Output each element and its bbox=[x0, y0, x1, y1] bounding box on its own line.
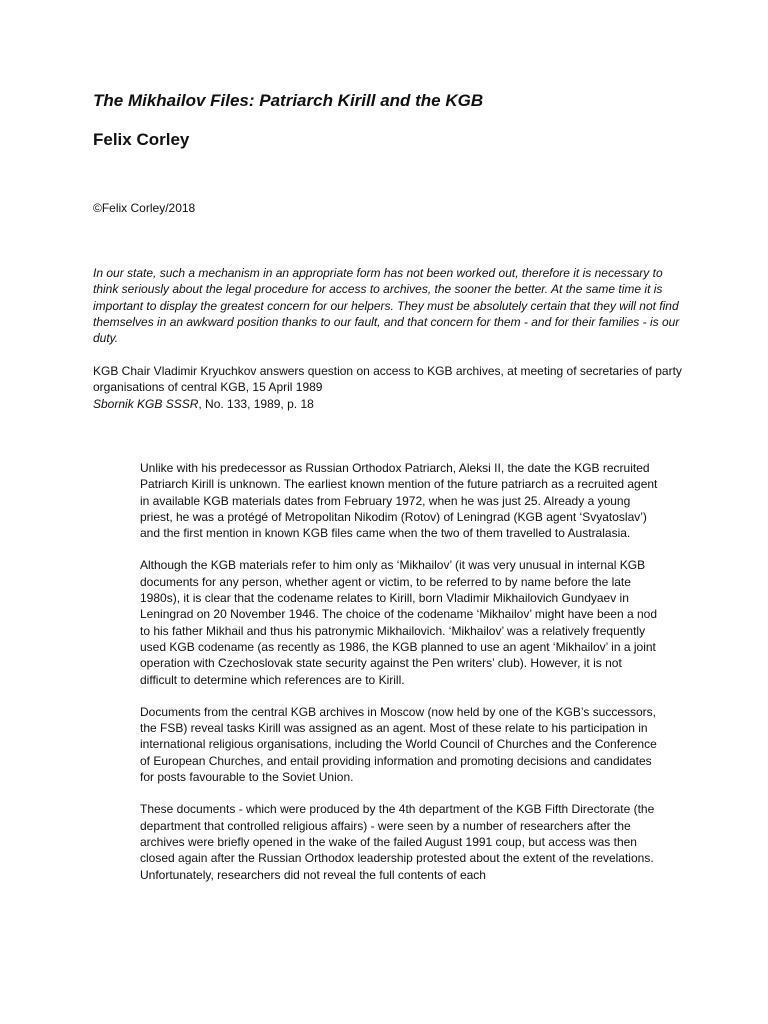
epigraph-source bbox=[93, 363, 683, 412]
body-paragraph: Unlike with his predecessor as Russian Orthodox Patriarch, Aleksi II, the date the KGB recruited Patriarch Kirill is unknown. The earliest known mention of the future patriarch as a recruited agent in available KGB materials dates from February 1972, when he was just 25. Already a young priest, he was a protégé of Metropolitan Nikodim (Rotov) of Leningrad (KGB agent ‘Svyatoslav’) and the first mention in known KGB files came when the two of them travelled to Australasia. bbox=[140, 461, 658, 541]
document-author: Felix Corley bbox=[93, 130, 190, 149]
source-publication bbox=[93, 396, 683, 412]
document-title: The Mikhailov Files: Patriarch Kirill and the KGB bbox=[93, 91, 484, 110]
source-attribution: KGB Chair Vladimir Kryuchkov answers question on access to KGB archives, at meeting of secretaries of party organisations of central KGB, 15 April 1989 bbox=[93, 364, 682, 395]
body-paragraph: Although the KGB materials refer to him only as ‘Mikhailov’ (it was very unusual in internal KGB documents for any person, whether agent or victim, to be referred to by name before the late 1980s), it is clear that the codename relates to Kirill, born Vladimir Mikhailovich Gundyaev in Leningrad on 20 November 1946. The choice of the codename ‘Mikhailov’ might have been a nod to his father Mikhail and thus his patronymic Mikhailovich. ‘Mikhailov’ was a relatively frequently used KGB codename (as recently as 1986, the KGB planned to use an agent ‘Mikhailov’ in a joint operation with Czechoslovak state security against the Pen writers’ club). However, it is not difficult to determine which references are to Kirill. bbox=[140, 558, 658, 687]
body-paragraph: These documents - which were produced by the 4th department of the KGB Fifth Directorate (the department that controlled religious affairs) - were seen by a number of researchers after the archives were briefly opened in the wake of the failed August 1991 coup, but access was then closed again after the Russian Orthodox leadership protested about the extent of the revelations. Unfortunately, researchers did not reveal the full contents of each bbox=[140, 802, 655, 882]
source-publication-details: , No. 133, 1989, p. 18 bbox=[198, 396, 314, 411]
epigraph-quote: In our state, such a mechanism in an appropriate form has not been worked out, therefore it is necessary to think seriously about the legal procedure for access to archives, the sooner the better. At the same time it is important to display the greatest concern for our helpers. They must be absolutely certain that they will not find themselves in an awkward position thanks to our fault, and that concern for them - and for their families - is our duty. bbox=[93, 266, 680, 346]
body-paragraph: Documents from the central KGB archives in Moscow (now held by one of the KGB’s successors, the FSB) reveal tasks Kirill was assigned as an agent. Most of these relate to his participation in international religious organisations, including the World Council of Churches and the Conference of European Churches, and entail providing information and promoting decisions and candidates for posts favourable to the Soviet Union. bbox=[140, 704, 657, 785]
source-publication-title: Sbornik KGB SSSR bbox=[93, 396, 199, 411]
body-text bbox=[140, 460, 660, 899]
copyright-notice: ©Felix Corley/2018 bbox=[93, 201, 196, 215]
